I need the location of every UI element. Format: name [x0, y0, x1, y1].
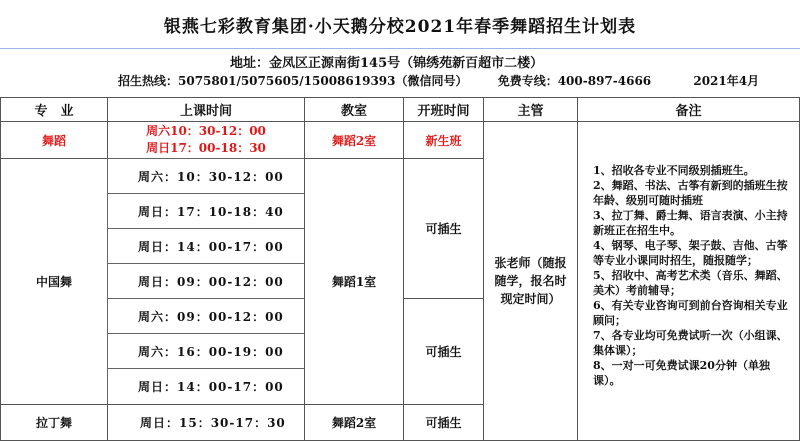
header-room: 教室 — [304, 97, 404, 122]
time-chinese-5: 周六：09：00-12：00 — [107, 298, 305, 334]
open-chinese-2: 可插生 — [403, 298, 484, 405]
note-item: 2、舞蹈、书法、古筝有新到的插班生按年龄、级别可随时插班 — [593, 179, 788, 207]
major-chinese: 中国舞 — [0, 158, 108, 405]
major-latin: 拉丁舞 — [0, 404, 108, 441]
room-chinese: 舞蹈1室 — [304, 158, 404, 405]
time-latin: 周日：15：30-17：30 — [107, 404, 305, 441]
date: 2021年4月 — [693, 74, 760, 88]
time-chinese-4: 周日：09：00-12：00 — [107, 263, 305, 299]
sheet-title: 银燕七彩教育集团·小天鹅分校2021年春季舞蹈招生计划表 — [0, 0, 800, 49]
time-dance-2: 周日17：00-18：30 — [146, 141, 266, 155]
notes-list — [593, 163, 793, 388]
note-item: 8、一对一可免费试课20分钟（单独课）。 — [593, 359, 770, 387]
room-latin: 舞蹈2室 — [304, 404, 404, 441]
time-chinese-3: 周日：14：00-17：00 — [107, 228, 305, 264]
note-item: 6、有关专业咨询可到前台咨询相关专业顾问； — [593, 299, 788, 327]
contact-line — [118, 72, 798, 89]
header-supervisor: 主管 — [483, 97, 578, 122]
supervisor: 张老师（随报随学，报名时现定时间） — [483, 121, 578, 441]
major-dance: 舞蹈 — [0, 121, 108, 159]
address: 地址：金凤区正源南街145号（锦绣苑新百超市二楼） — [230, 56, 544, 71]
header-major: 专 业 — [0, 97, 108, 122]
time-chinese-1: 周六：10：30-12：00 — [107, 158, 305, 194]
time-dance — [107, 121, 305, 159]
time-chinese-7: 周日：14：00-17：00 — [107, 368, 305, 405]
free-line: 免费专线：400-897-4666 — [497, 74, 652, 88]
note-item: 3、拉丁舞、爵士舞、语言表演、小主持新班正在招生中。 — [593, 209, 788, 237]
note-item: 1、招收各专业不同级别插班生。 — [593, 164, 755, 177]
header-time: 上课时间 — [107, 97, 305, 122]
header-notes: 备注 — [577, 97, 800, 122]
note-item: 7、各专业均可免费试听一次（小组课、集体课）； — [593, 329, 788, 357]
note-item: 5、招收中、高考艺术类（音乐、舞蹈、美术）考前辅导； — [593, 269, 788, 297]
time-chinese-6: 周六：16：00-19：00 — [107, 333, 305, 369]
open-dance: 新生班 — [403, 121, 484, 159]
header-open: 开班时间 — [403, 97, 484, 122]
note-item: 4、钢琴、电子琴、架子鼓、吉他、古筝等专业小课同时招生，随报随学； — [593, 239, 788, 267]
open-chinese-1: 可插生 — [403, 158, 484, 299]
room-dance: 舞蹈2室 — [304, 121, 404, 159]
time-chinese-2: 周日：17：10-18：40 — [107, 193, 305, 229]
time-dance-1: 周六10：30-12：00 — [146, 124, 266, 138]
open-latin: 可插生 — [403, 404, 484, 441]
hotline: 招生热线：5075801/5075605/15008619393（微信同号） — [118, 74, 468, 88]
